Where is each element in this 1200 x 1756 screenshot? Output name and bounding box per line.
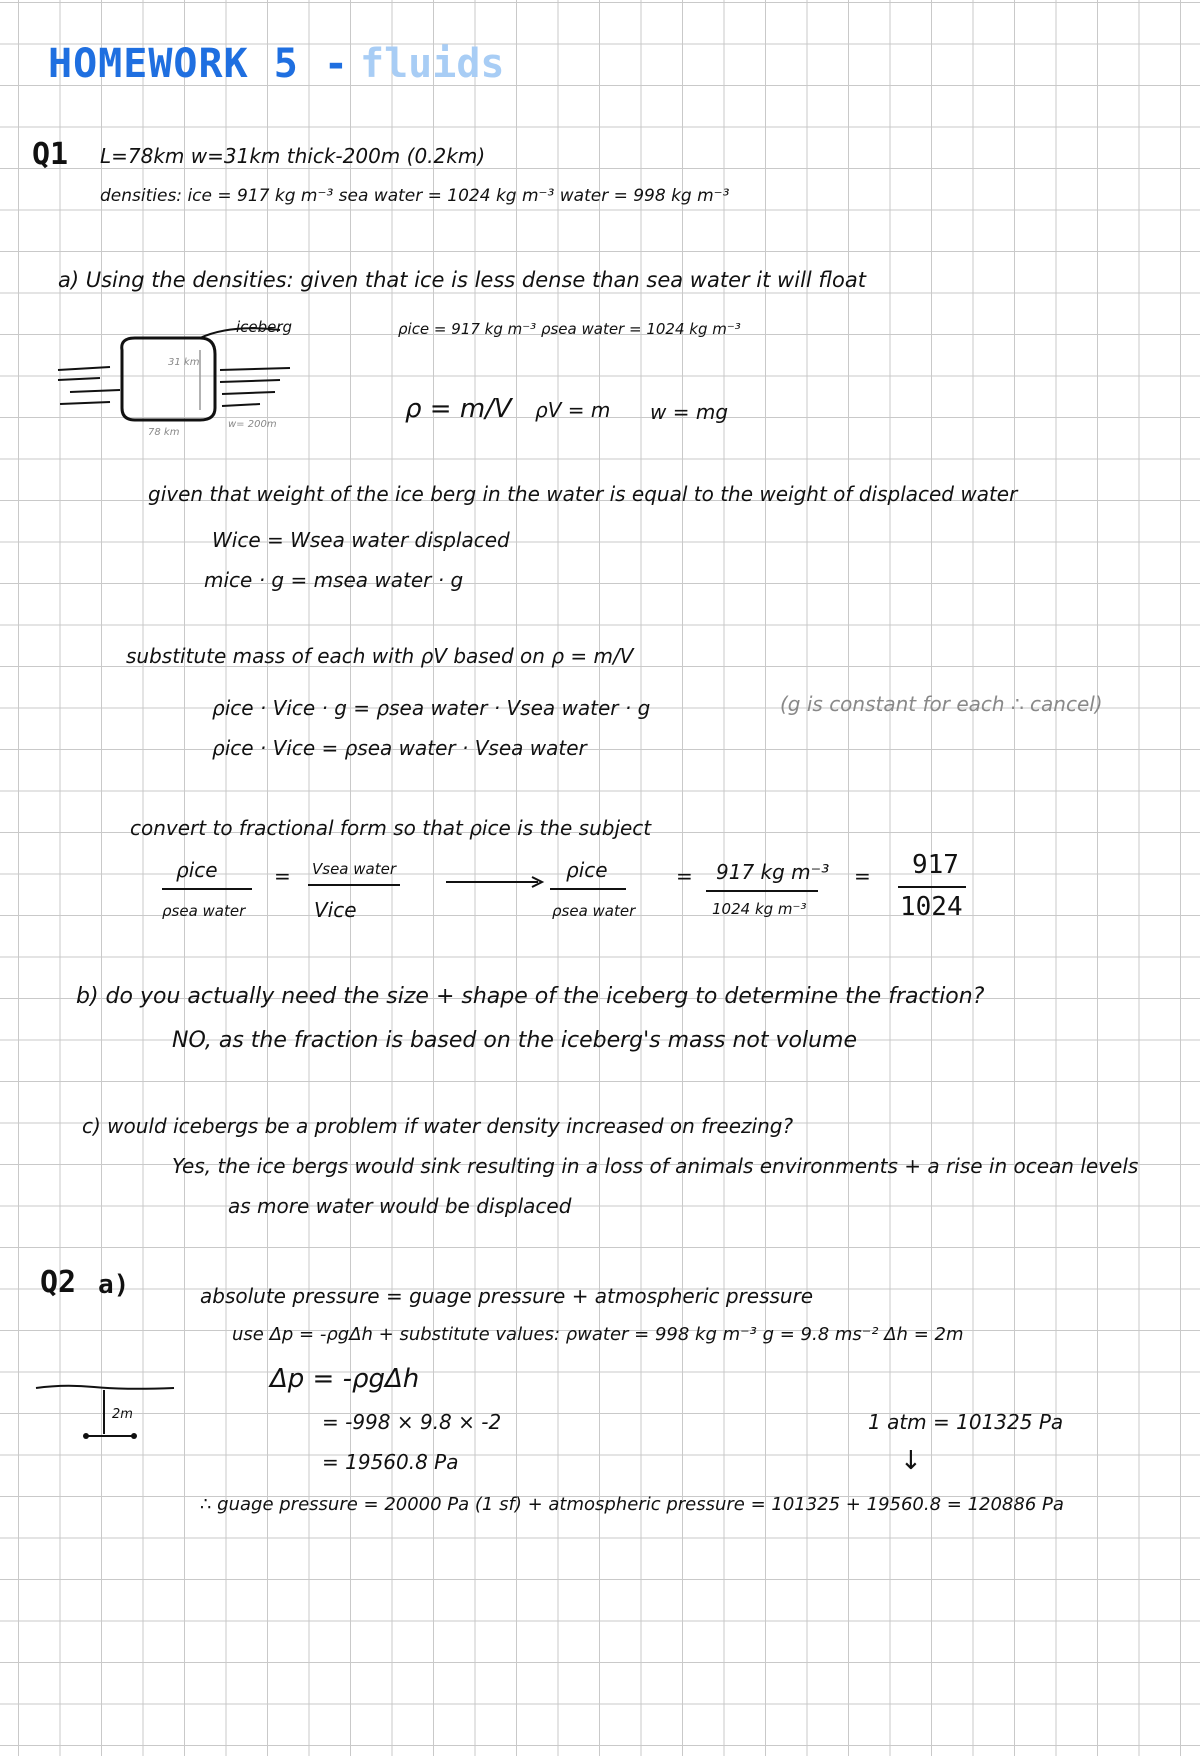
frac3-num: ρice [566, 858, 608, 882]
sketch-label-thick: w= 200m [228, 419, 277, 430]
iceberg-sketch [50, 320, 310, 430]
q2-absolute: absolute pressure = guage pressure + atmospheric pressure [200, 1284, 814, 1308]
g-constant-note: (g is constant for each ∴ cancel) [780, 692, 1103, 716]
frac-eq-1: = [274, 864, 291, 888]
frac1-num: ρice [176, 858, 218, 882]
frac5-num: 917 [912, 850, 959, 880]
q2-label: Q2 [40, 1265, 77, 1300]
q1-c-answer-2: as more water would be displaced [228, 1194, 572, 1218]
page-title: HOMEWORK 5 - [48, 41, 349, 87]
q2-use: use Δp = -ρgΔh + substitute values: ρwater = 998 kg m⁻³ g = 9.8 ms⁻² Δh = 2m [232, 1324, 964, 1345]
frac3-den: ρsea water [552, 902, 636, 920]
sketch-label-length: 78 km [148, 427, 180, 438]
q2-part-label: a) [98, 1270, 130, 1300]
q2-sketch [34, 1676, 184, 1756]
sub-equation-1: ρice · Vice · g = ρsea water · Vsea water · g [212, 696, 651, 720]
q1-c-answer-1: Yes, the ice bergs would sink resulting in a loss of animals environments + a rise in ocean levels [172, 1154, 1139, 1178]
convert-text: convert to fractional form so that ρice is the subject [130, 816, 652, 840]
q2-depth-label: 2m [112, 1407, 133, 1422]
frac4-bar [706, 890, 818, 892]
q1-label: Q1 [32, 137, 69, 172]
down-arrow-icon: ↓ [900, 1446, 922, 1476]
frac2-num: Vsea water [312, 860, 397, 878]
arrow-right-icon [446, 875, 546, 889]
q1-c-question: c) would icebergs be a problem if water density increased on freezing? [82, 1114, 794, 1138]
sub-equation-2: ρice · Vice = ρsea water · Vsea water [212, 736, 587, 760]
frac-eq-3: = [854, 864, 871, 888]
frac1-den: ρsea water [162, 902, 246, 920]
frac-eq-2: = [676, 864, 693, 888]
q2-depth-drawing [34, 1376, 184, 1456]
frac4-num: 917 kg m⁻³ [716, 860, 830, 884]
substitute-text: substitute mass of each with ρV based on ρ = m/V [126, 644, 634, 668]
q2-line-2: = -998 × 9.8 × -2 [322, 1410, 502, 1434]
eq-w: w = mg [650, 400, 729, 424]
given-weight: given that weight of the ice berg in the water is equal to the weight of displaced water [148, 482, 1018, 506]
q2-line-3: = 19560.8 Pa [322, 1450, 459, 1474]
q1-b-question: b) do you actually need the size + shape of the iceberg to determine the fraction? [76, 984, 985, 1009]
frac2-bar [308, 884, 400, 886]
q1-b-answer: NO, as the fraction is based on the iceberg's mass not volume [172, 1028, 857, 1053]
q1-a-text: a) Using the densities: given that ice is less dense than sea water it will float [58, 268, 866, 292]
sketch-label-width: 31 km [168, 357, 200, 368]
q2-final: ∴ guage pressure = 20000 Pa (1 sf) + atmospheric pressure = 101325 + 19560.8 = 120886 Pa [200, 1494, 1064, 1515]
mass-equation: mice · g = msea water · g [204, 568, 464, 592]
q1-given: L=78km w=31km thick-200m (0.2km) [100, 144, 486, 168]
frac5-den: 1024 [900, 892, 963, 922]
frac3-bar [550, 888, 626, 890]
eq-pv: ρV = m [535, 398, 611, 422]
eq-rho: ρ = m/V [405, 394, 512, 424]
q1-densities: densities: ice = 917 kg m⁻³ sea water = 1024 kg m⁻³ water = 998 kg m⁻³ [100, 186, 730, 206]
frac4-den: 1024 kg m⁻³ [712, 900, 807, 918]
weight-equation: Wice = Wsea water displaced [212, 528, 510, 552]
atm-conversion: 1 atm = 101325 Pa [868, 1410, 1064, 1434]
iceberg-label: iceberg [236, 318, 293, 336]
frac5-bar [898, 886, 966, 888]
page-subtitle: fluids [360, 41, 505, 87]
frac2-den: Vice [314, 898, 357, 922]
frac1-bar [162, 888, 252, 890]
q2-line-1: Δp = -ρgΔh [270, 1364, 420, 1394]
rho-values: ρice = 917 kg m⁻³ ρsea water = 1024 kg m⁻³ [398, 320, 741, 338]
